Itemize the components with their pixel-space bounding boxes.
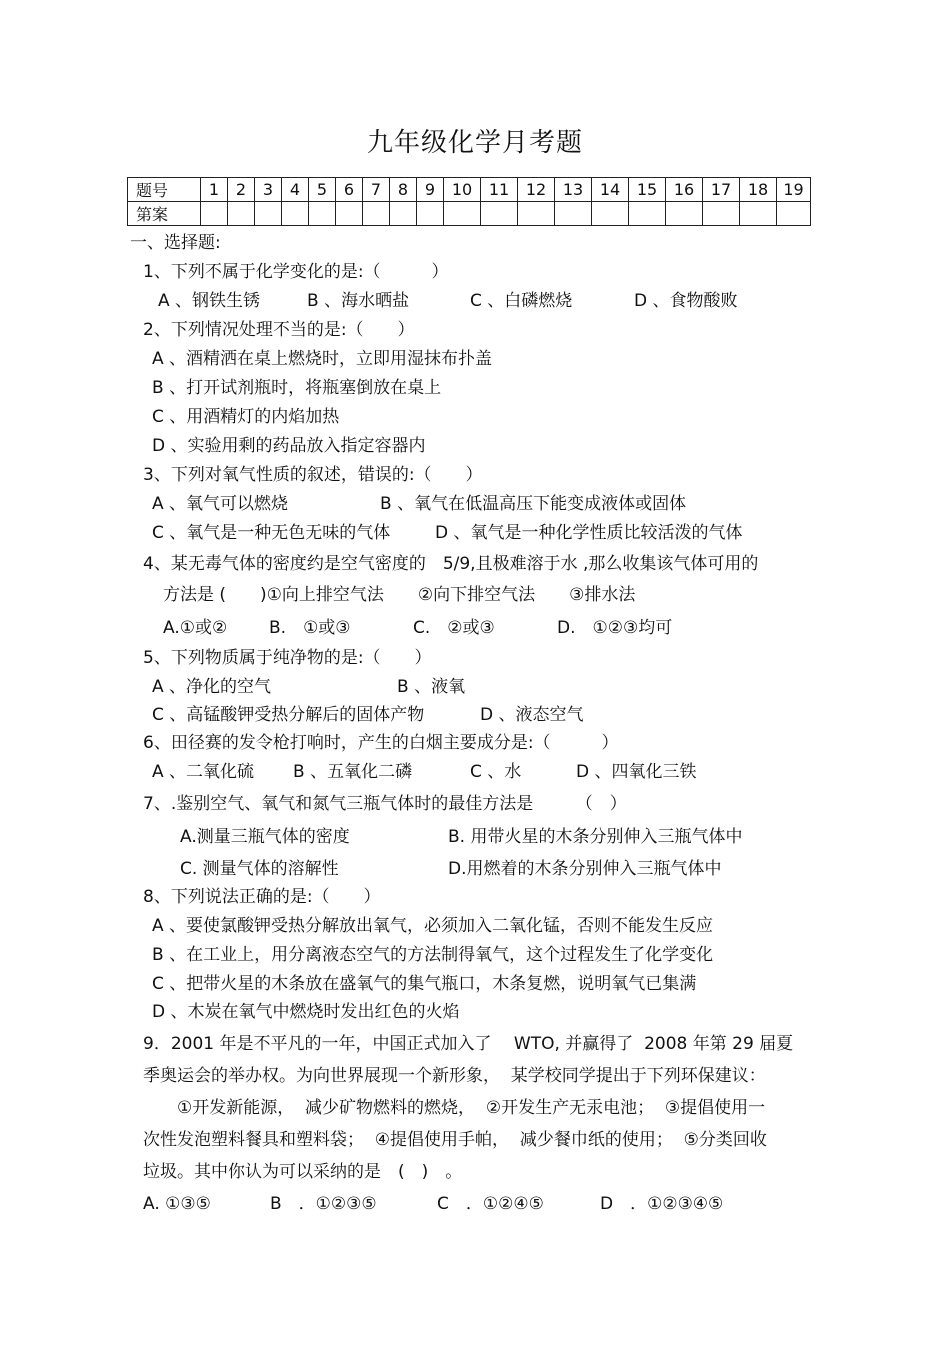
question-number: 14 bbox=[592, 178, 629, 202]
question-number: 7 bbox=[363, 178, 390, 202]
q8-option-d: D 、木炭在氧气中燃烧时发出红色的火焰 bbox=[152, 1002, 460, 1022]
q7-option-d: D.用燃着的木条分别伸入三瓶气体中 bbox=[448, 859, 722, 879]
answer-cell[interactable] bbox=[481, 202, 518, 226]
answer-cell[interactable] bbox=[417, 202, 444, 226]
q4-option-a: A.①或② bbox=[163, 618, 228, 638]
answer-cell[interactable] bbox=[282, 202, 309, 226]
question-5-stem: 5、下列物质属于纯净物的是:（ ） bbox=[143, 648, 432, 668]
q2-option-a: A 、酒精洒在桌上燃烧时，立即用湿抹布扑盖 bbox=[152, 349, 493, 369]
q4-option-d: D. ①②③均可 bbox=[557, 618, 673, 638]
question-9-line: 9．2001 年是不平凡的一年，中国正式加入了 WTO, 并赢得了 2008 年第 29 届夏 bbox=[143, 1034, 794, 1054]
question-number: 15 bbox=[629, 178, 666, 202]
q3-option-b: B 、氧气在低温高压下能变成液体或固体 bbox=[380, 494, 687, 514]
question-number: 19 bbox=[777, 178, 811, 202]
row-label-answer: 第案 bbox=[128, 202, 201, 226]
section-heading: 一、选择题: bbox=[130, 233, 221, 253]
q5-option-b: B 、液氧 bbox=[397, 677, 466, 697]
q7-option-b: B. 用带火星的木条分别伸入三瓶气体中 bbox=[448, 827, 743, 847]
question-number: 8 bbox=[390, 178, 417, 202]
q2-option-d: D 、实验用剩的药品放入指定容器内 bbox=[152, 436, 426, 456]
question-9-line: 次性发泡塑料餐具和塑料袋； ④提倡使用手帕， 减少餐巾纸的使用； ⑤分类回收 bbox=[143, 1130, 767, 1150]
answer-cell[interactable] bbox=[592, 202, 629, 226]
q8-option-c: C 、把带火星的木条放在盛氧气的集气瓶口，木条复燃，说明氧气已集满 bbox=[152, 974, 697, 994]
q8-option-b: B 、在工业上，用分离液态空气的方法制得氧气，这个过程发生了化学变化 bbox=[152, 945, 714, 965]
q1-option-c: C 、白磷燃烧 bbox=[470, 291, 573, 311]
question-9-line: ①开发新能源， 减少矿物燃料的燃烧， ②开发生产无汞电池； ③提倡使用一 bbox=[143, 1098, 766, 1118]
table-row bbox=[128, 178, 811, 202]
q6-option-b: B 、五氧化二磷 bbox=[293, 762, 413, 782]
answer-cell[interactable] bbox=[518, 202, 555, 226]
row-label-question: 题号 bbox=[128, 178, 201, 202]
question-number: 6 bbox=[336, 178, 363, 202]
question-number: 12 bbox=[518, 178, 555, 202]
answer-cell[interactable] bbox=[255, 202, 282, 226]
question-3-stem: 3、下列对氧气性质的叙述，错误的:（ ） bbox=[143, 465, 483, 485]
answer-cell[interactable] bbox=[555, 202, 592, 226]
question-number: 18 bbox=[740, 178, 777, 202]
page-title: 九年级化学月考题 bbox=[366, 128, 583, 158]
answer-cell[interactable] bbox=[444, 202, 481, 226]
q4-option-b: B. ①或③ bbox=[269, 618, 351, 638]
question-number: 16 bbox=[666, 178, 703, 202]
question-7-stem: 7、.鉴别空气、氧气和氮气三瓶气体时的最佳方法是 （ ） bbox=[143, 794, 627, 814]
answer-cell[interactable] bbox=[363, 202, 390, 226]
q1-option-d: D 、食物酸败 bbox=[634, 291, 738, 311]
question-2-stem: 2、下列情况处理不当的是:（ ） bbox=[143, 320, 415, 340]
answer-cell[interactable] bbox=[309, 202, 336, 226]
q9-option-d: D ．①②③④⑤ bbox=[600, 1194, 724, 1214]
question-number: 1 bbox=[201, 178, 228, 202]
question-number: 17 bbox=[703, 178, 740, 202]
question-number: 4 bbox=[282, 178, 309, 202]
q1-option-a: A 、钢铁生锈 bbox=[158, 291, 261, 311]
question-number: 5 bbox=[309, 178, 336, 202]
q2-option-c: C 、用酒精灯的内焰加热 bbox=[152, 407, 340, 427]
q9-option-c: C ．①②④⑤ bbox=[437, 1194, 544, 1214]
q3-option-d: D 、氧气是一种化学性质比较活泼的气体 bbox=[435, 523, 743, 543]
question-6-stem: 6、田径赛的发令枪打响时，产生的白烟主要成分是:（ ） bbox=[143, 733, 619, 753]
answer-table bbox=[127, 177, 811, 226]
question-9-line: 垃圾。其中你认为可以采纳的是 ( ) 。 bbox=[143, 1162, 463, 1182]
answer-cell[interactable] bbox=[740, 202, 777, 226]
q7-option-c: C. 测量气体的溶解性 bbox=[180, 859, 339, 879]
table-row bbox=[128, 202, 811, 226]
q1-option-b: B 、海水晒盐 bbox=[307, 291, 410, 311]
question-number: 9 bbox=[417, 178, 444, 202]
q3-option-a: A 、氧气可以燃烧 bbox=[152, 494, 289, 514]
q4-option-c: C. ②或③ bbox=[413, 618, 495, 638]
q6-option-d: D 、四氧化三铁 bbox=[576, 762, 697, 782]
question-4-stem-2: 方法是 ( )①向上排空气法 ②向下排空气法 ③排水法 bbox=[163, 585, 636, 605]
q5-option-a: A 、净化的空气 bbox=[152, 677, 272, 697]
q2-option-b: B 、打开试剂瓶时，将瓶塞倒放在桌上 bbox=[152, 378, 442, 398]
question-number: 2 bbox=[228, 178, 255, 202]
answer-cell[interactable] bbox=[228, 202, 255, 226]
q6-option-c: C 、水 bbox=[470, 762, 522, 782]
answer-cell[interactable] bbox=[390, 202, 417, 226]
q5-option-c: C 、高锰酸钾受热分解后的固体产物 bbox=[152, 705, 425, 725]
question-9-line: 季奥运会的举办权。为向世界展现一个新形象， 某学校同学提出于下列环保建议： bbox=[143, 1066, 766, 1086]
question-4-stem: 4、某无毒气体的密度约是空气密度的 5/9,且极难溶于水 ,那么收集该气体可用的 bbox=[143, 554, 759, 574]
answer-cell[interactable] bbox=[666, 202, 703, 226]
question-number: 11 bbox=[481, 178, 518, 202]
question-8-stem: 8、下列说法正确的是:（ ） bbox=[143, 887, 381, 907]
q3-option-c: C 、氧气是一种无色无味的气体 bbox=[152, 523, 391, 543]
answer-cell[interactable] bbox=[201, 202, 228, 226]
question-number: 13 bbox=[555, 178, 592, 202]
q8-option-a: A 、要使氯酸钾受热分解放出氧气，必须加入二氧化锰，否则不能发生反应 bbox=[152, 916, 714, 936]
q9-option-a: A. ①③⑤ bbox=[143, 1194, 211, 1214]
question-number: 3 bbox=[255, 178, 282, 202]
question-number: 10 bbox=[444, 178, 481, 202]
question-1-stem: 1、下列不属于化学变化的是:（ ） bbox=[143, 262, 449, 282]
q5-option-d: D 、液态空气 bbox=[480, 705, 584, 725]
answer-cell[interactable] bbox=[629, 202, 666, 226]
q9-option-b: B ．①②③⑤ bbox=[270, 1194, 377, 1214]
q7-option-a: A.测量三瓶气体的密度 bbox=[180, 827, 350, 847]
answer-cell[interactable] bbox=[777, 202, 811, 226]
answer-cell[interactable] bbox=[703, 202, 740, 226]
q6-option-a: A 、二氧化硫 bbox=[152, 762, 255, 782]
answer-cell[interactable] bbox=[336, 202, 363, 226]
